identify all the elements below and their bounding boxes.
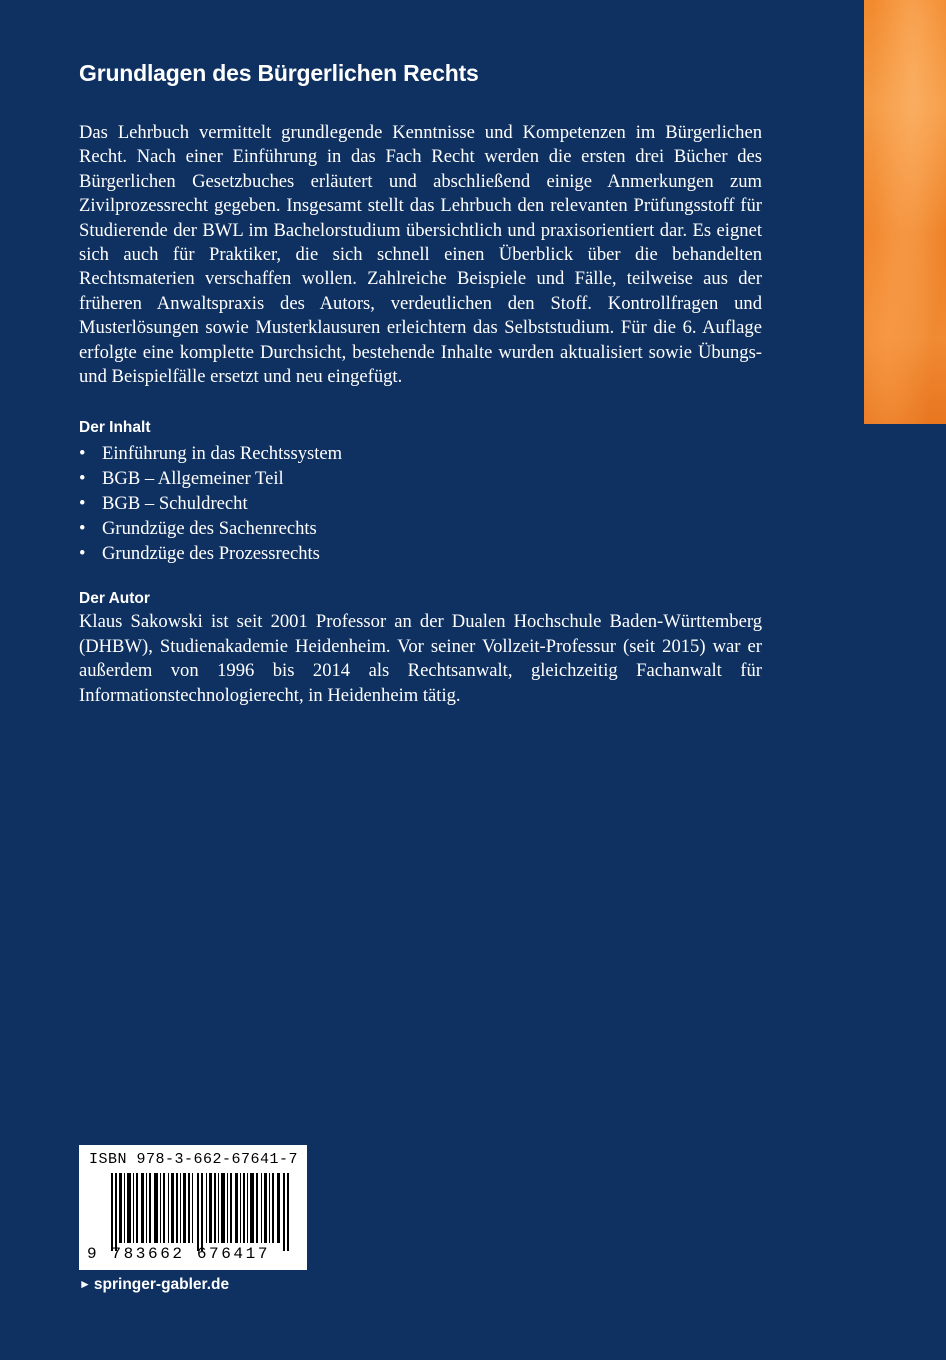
- list-item: [79, 466, 762, 491]
- bullet-icon: •: [79, 518, 86, 540]
- bullet-icon: •: [79, 468, 86, 490]
- book-description: Das Lehrbuch vermittelt grundlegende Kenntnisse und Kompetenzen im Bürgerlichen Recht. Nach einer Einführung in das Fach Recht werden die ersten drei Bücher des Bürgerlichen Gesetzbuches erläutert und abschließend einige Anmerkungen zum Zivilprozessrecht gegeben. Insgesamt stellt das Lehrbuch den relevanten Prüfungsstoff für Studierende der BWL im Bachelorstudium übersichtlich und praxisorientiert dar. Es eignet sich auch für Praktiker, die sich schnell einen Überblick über die behandelten Rechtsmaterien verschaffen wollen. Zahlreiche Beispiele und Fälle, teilweise aus der früheren Anwaltspraxis des Autors, verdeutlichen den Stoff. Kontrollfragen und Musterlösungen sowie Musterklausuren erleichtern das Selbststudium. Für die 6. Auflage erfolgte eine komplette Durchsicht, bestehende Inhalte wurden aktualisiert sowie Übungs- und Beispielfälle ersetzt und neu eingefügt.: [79, 122, 762, 388]
- list-item-label: BGB – Schuldrecht: [102, 493, 248, 515]
- isbn-label: ISBN 978-3-662-67641-7: [89, 1151, 299, 1168]
- publisher-link[interactable]: [79, 1276, 229, 1294]
- book-title: Grundlagen des Bürgerlichen Rechts: [79, 60, 479, 86]
- publisher-link-label: springer-gabler.de: [93, 1276, 230, 1293]
- autor-heading: Der Autor: [79, 590, 150, 608]
- bullet-icon: •: [79, 443, 86, 465]
- list-item-label: BGB – Allgemeiner Teil: [102, 468, 284, 490]
- inhalt-list: [79, 441, 762, 566]
- list-item-label: Grundzüge des Sachenrechts: [102, 518, 317, 540]
- arrow-right-icon: ►: [79, 1277, 91, 1291]
- barcode-icon: [111, 1173, 291, 1251]
- list-item: [79, 441, 762, 466]
- list-item-label: Grundzüge des Prozessrechts: [102, 543, 320, 565]
- list-item-label: Einführung in das Rechtssystem: [102, 443, 343, 465]
- bullet-icon: •: [79, 493, 86, 515]
- inhalt-heading: Der Inhalt: [79, 419, 151, 437]
- barcode-digits: 9 783662 676417: [87, 1245, 271, 1263]
- list-item: [79, 516, 762, 541]
- bullet-icon: •: [79, 543, 86, 565]
- list-item: [79, 541, 762, 566]
- back-cover-content: [79, 60, 762, 708]
- author-bio: Klaus Sakowski ist seit 2001 Professor an der Dualen Hochschule Baden-Württemberg (DHBW), Studienakademie Heidenheim. Vor seiner Vollzeit-Professur (seit 2015) war er außerdem von 1996 bis 2014 als Rechtsanwalt, gleichzeitig Fachanwalt für Informationstechnologierecht, in Heidenheim tätig.: [79, 611, 762, 706]
- orange-accent-strip: [864, 0, 946, 424]
- isbn-barcode-box: [79, 1145, 307, 1270]
- list-item: [79, 491, 762, 516]
